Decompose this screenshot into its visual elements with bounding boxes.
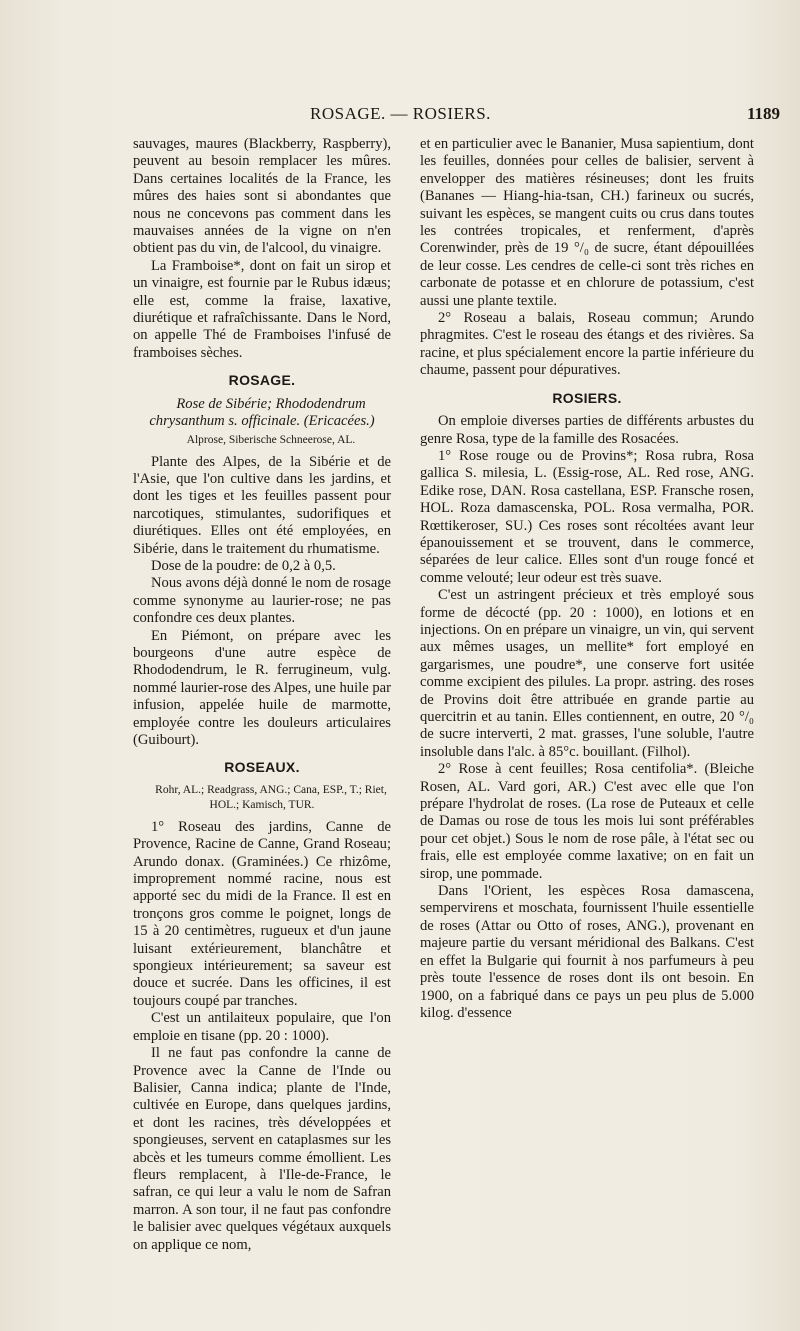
paragraph: Il ne faut pas confondre la canne de Provence avec la Canne de l'Inde ou Balisier, Canna indica; plante de l'Inde, cultivée en Europe, dans quelques jardins, et dont les racines, très développées et spongieuses, servent en cataplasmes sur les abcès et les tumeurs comme émollient. Les fleurs remplacent, à l'Ile-de-France, le safran, ce qui leur a valu le nom de Safran marron. A son tour, il ne faut pas confondre le balisier avec quelques végétaux auxquels on applique ce nom,: [133, 1045, 391, 1253]
paragraph: En Piémont, on prépare avec les bourgeons d'une autre espèce de Rhododendrum, le R. ferrugineum, vulg. nommé laurier-rose des Alpes, une huile par infusion, appelée huile de marmotte, employée contre les douleurs articulaires (Guibourt).: [133, 627, 391, 748]
paragraph: Dose de la poudre: de 0,2 à 0,5.: [151, 557, 336, 574]
page-number: 1189: [746, 104, 780, 123]
paragraph: La Framboise*, dont on fait un sirop et un vinaigre, est fournie par le Rubus idæus; elle est, comme la fraise, laxative, diurétique et rafraîchissante. Dans le Nord, on appelle Thé de Framboises l'infusé de framboises sèches.: [133, 257, 391, 361]
paragraph: 1° Rose rouge ou de Provins*; Rosa rubra, Rosa gallica S. milesia, L. (Essig-rose, AL. Red rose, ANG. Edike rose, DAN. Rosa castellana, ESP. Fransche rosen, HOL. Roza damascenska, POL. Rosa vermalha, POR. Rœttikeroser, SU.) Ces roses sont récoltées avant leur épanouissement et se trouvent, dans le commerce, séparées de leur calice. Elles sont d'un rouge foncé et comme velouté; leur odeur est très suave.: [420, 447, 754, 586]
running-title: ROSAGE. — ROSIERS.: [310, 104, 491, 123]
paragraph: sauvages, maures (Blackberry, Raspberry), peuvent au besoin remplacer les mûres. Dans certaines localités de la France, les mûres des haies sont si abondantes que nous ne concevons pas comment dans les mauvaises années de la vigne on n'en obtient pas du vin, de l'alcool, du vinaigre.: [133, 136, 391, 257]
paragraph: 2° Rose à cent feuilles; Rosa centifolia*. (Bleiche Rosen, AL. Vard gori, AR.) C'est avec elle que l'on prépare l'hydrolat de roses. (La rose de Puteaux et celle de Damas ou rose de tous les mois lui sont préférables pour cet objet.) Sous le nom de rose pâle, à l'état sec ou frais, elle est employée comme laxative; on en fait un sirop, une pommade.: [420, 761, 754, 882]
section-heading-rosiers: ROSIERS.: [552, 389, 622, 406]
paragraph: C'est un astringent précieux et très employé sous forme de décocté (pp. 20 : 1000), en lotions et en injections. On en prépare un vinaigre, un vin, qui servent aux mêmes usages, un mellite* fort employé en gargarismes, une poudre*, une conserve fort usitée comme excipient des pilules. La propr. astring. des roses de Provins doit être attribuée en grande partie au quercitrin et au tanin. Elles contiennent, en outre, 20 °/₀ de sucre interverti, 2 mat. grasses, l'une soluble, l'autre insoluble dans l'alc. à 85°c. bouillant. (Filhol).: [420, 587, 754, 760]
synonyms: Rose de Sibérie; Rhododendrum chrysanthum s. officinale. (Ericacées.): [149, 395, 375, 430]
paragraph: Plante des Alpes, de la Sibérie et de l'Asie, que l'on cultive dans les jardins, et dont les tiges et les feuilles passent pour narcotiques, stimulantes, sudorifiques et diurétiques. Elles ont été employées, en Sibérie, dans le traitement du rhumatisme.: [133, 453, 391, 557]
left-column: [133, 136, 391, 1254]
paragraph: Dans l'Orient, les espèces Rosa damascena, sempervirens et moschata, fournissent l'huile essentielle de roses (Attar ou Otto of roses, ANG.), provenant en majeure partie du versant méridional des Balkans. C'est en effet la Bulgarie qui fournit à nos parfumeurs à peu près toute l'essence de roses dont ils ont besoin. En 1900, on a fabriqué dans ce pays un peu plus de 5.000 kilog. d'essence: [420, 883, 754, 1021]
paragraph: 2° Roseau a balais, Roseau commun; Arundo phragmites. C'est le roseau des étangs et des rivières. Sa racine, et plus spécialement encore la partie inférieure du chaume, passent pour dépuratives.: [420, 310, 754, 379]
paragraph: Nous avons déjà donné le nom de rosage comme synonyme au laurier-rose; ne pas confondre ces deux plantes.: [133, 575, 391, 627]
paragraph: On emploie diverses parties de différents arbustes du genre Rosa, type de la famille des Rosacées.: [420, 413, 754, 447]
right-column: [420, 136, 754, 1022]
foreign-names: Rohr, AL.; Readgrass, ANG.; Cana, ESP., T.; Riet, HOL.; Kamisch, TUR.: [155, 783, 387, 811]
paragraph: C'est un antilaiteux populaire, que l'on emploie en tisane (pp. 20 : 1000).: [133, 1010, 391, 1044]
paragraph: 1° Roseau des jardins, Canne de Provence, Racine de Canne, Grand Roseau; Arundo donax. (Graminées.) Ce rhizôme, improprement nommé racine, nous est apporté sec du midi de la France. Il est en tronçons gros comme le poignet, longs de 15 à 20 centimètres, rugueux et d'un jaune luisant extérieurement, blanchâtre et spongieux intérieurement; sa saveur est douce et sucrée. Dans les officines, il est toujours coupé par tranches.: [133, 818, 391, 1009]
running-header: [130, 104, 780, 128]
paragraph: et en particulier avec le Bananier, Musa sapientium, dont les feuilles, données pour celles de balisier, servent à envelopper des matières résineuses; dont les fruits (Bananes — Hiang-hia-tsan, CH.) farineux ou sucrés, suivant les espèces, se mangent cuits ou crus dans toutes les contrées tropicales, et renferment, d'après Corenwinder, près de 19 °/₀ de sucre, étant dépouillées de leur cosse. Les cendres de celle-ci sont très riches en carbonate de potasse et en chlorure de potassium, c'est aussi une plante textile.: [420, 136, 754, 309]
foreign-names: Alprose, Siberische Schneerose, AL.: [186, 433, 356, 446]
section-heading-rosage: ROSAGE.: [228, 372, 296, 389]
section-heading-roseaux: ROSEAUX.: [224, 759, 300, 776]
